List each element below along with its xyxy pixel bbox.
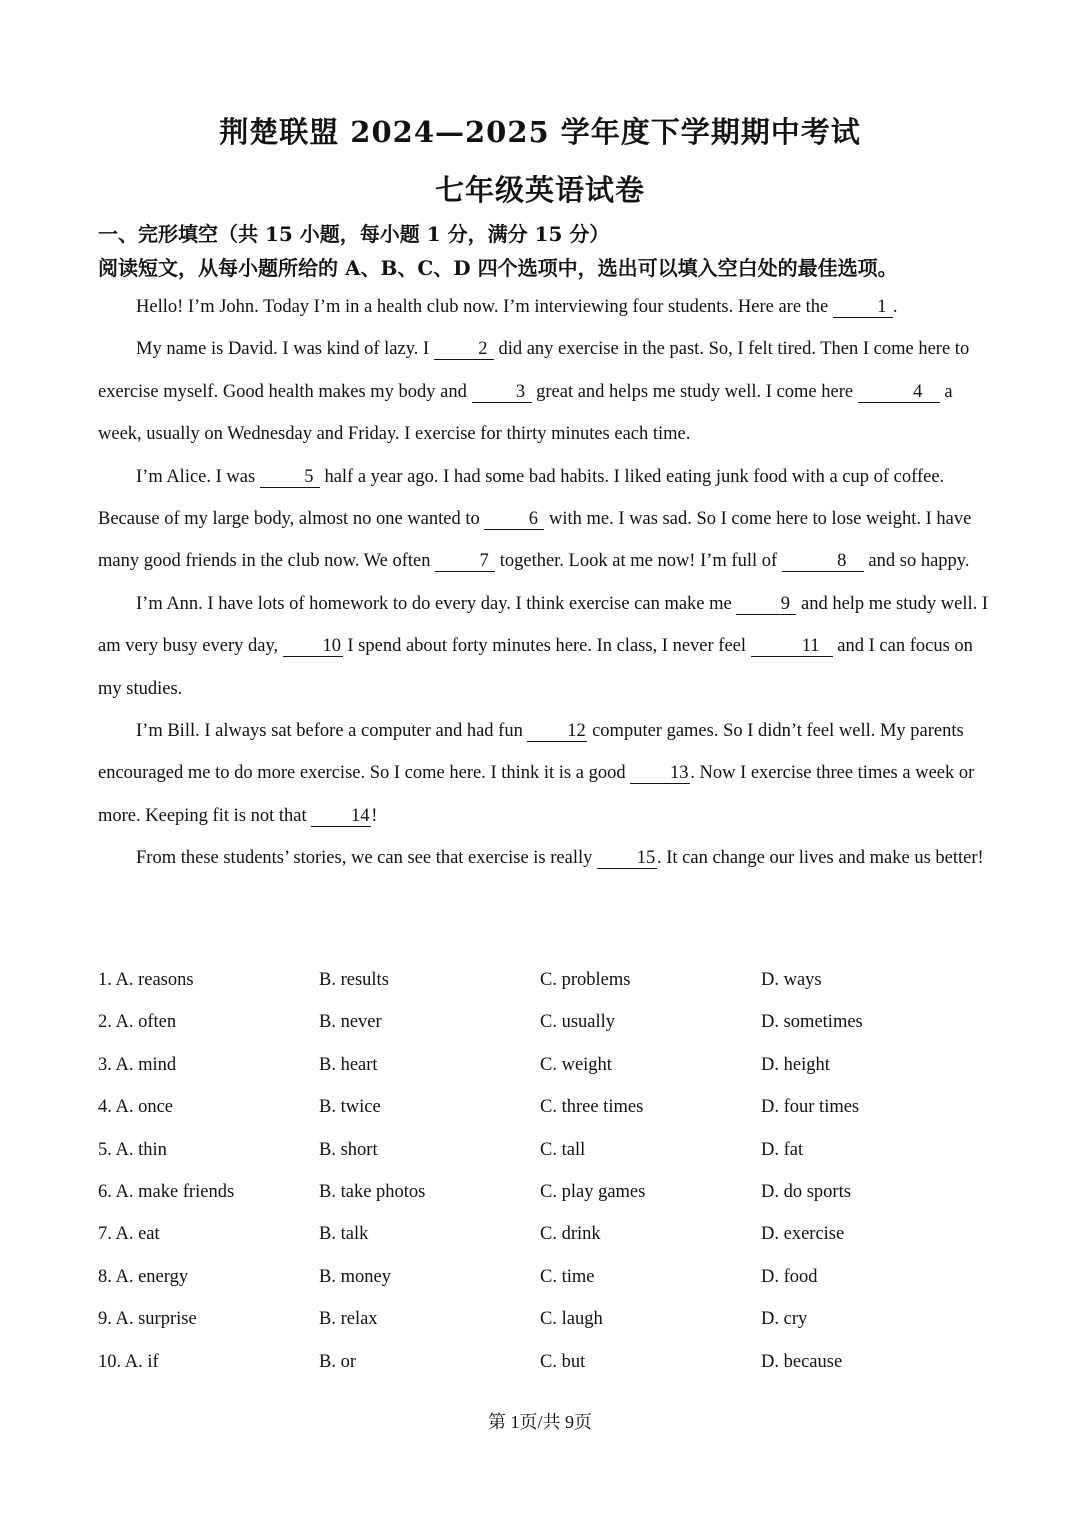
paragraph-david <box>98 328 988 455</box>
option-d: D. height <box>761 1054 830 1075</box>
option-b: B. twice <box>319 1097 381 1118</box>
option-c: C. but <box>540 1351 586 1372</box>
blank-1: 1 <box>833 297 893 318</box>
blank-5: 5 <box>260 467 320 488</box>
option-a: 8. A. energy <box>98 1266 189 1287</box>
option-d: D. fat <box>761 1139 804 1160</box>
passage-text: I’m Alice. I was <box>136 466 260 487</box>
option-a: 3. A. mind <box>98 1054 177 1075</box>
blank-13: 13 <box>630 763 690 784</box>
option-d: D. do sports <box>761 1181 851 1202</box>
option-row <box>98 1045 998 1087</box>
option-c: C. play games <box>540 1181 646 1202</box>
option-a: 9. A. surprise <box>98 1309 197 1330</box>
option-d: D. exercise <box>761 1224 845 1245</box>
passage-text: did any exercise in the past. So, I felt tired. Then I come here to exercise myself. Good health makes my body and <box>98 339 970 402</box>
option-b: B. short <box>319 1139 378 1160</box>
option-b: B. money <box>319 1266 391 1287</box>
blank-2: 2 <box>434 339 494 360</box>
option-c: C. three times <box>540 1097 644 1118</box>
blank-7: 7 <box>435 551 495 572</box>
passage-text: I spend about forty minutes here. In class, I never feel <box>342 636 751 657</box>
option-c: C. laugh <box>540 1309 603 1330</box>
option-b: B. results <box>319 970 389 990</box>
passage-text: My name is David. I was kind of lazy. I <box>136 339 434 360</box>
cloze-passage <box>98 286 988 880</box>
paragraph-conclusion <box>98 837 988 879</box>
option-c: C. drink <box>540 1224 601 1245</box>
option-a: 5. A. thin <box>98 1139 167 1160</box>
passage-text: I’m Ann. I have lots of homework to do every day. I think exercise can make me <box>136 593 737 614</box>
option-c: C. usually <box>540 1012 616 1033</box>
exam-title: 荆楚联盟 2024—2025 学年度下学期期中考试 <box>219 115 861 149</box>
passage-text: . Now I exercise three times a week or more. Keeping fit is not that <box>98 763 975 826</box>
option-c: C. problems <box>540 970 631 990</box>
paragraph-bill <box>98 710 988 837</box>
option-b: B. talk <box>319 1224 369 1245</box>
option-a: 7. A. eat <box>98 1224 160 1245</box>
option-c: C. time <box>540 1266 595 1287</box>
option-b: B. relax <box>319 1309 378 1330</box>
passage-text: . <box>892 297 898 317</box>
option-d: D. ways <box>761 970 822 990</box>
option-a: 6. A. make friends <box>98 1181 235 1202</box>
option-row <box>98 1342 998 1384</box>
option-d: D. because <box>761 1351 843 1372</box>
section-heading: 一、完形填空（共 15 小题，每小题 1 分，满分 15 分） <box>98 222 610 246</box>
passage-text: . It can change our lives and make us better! <box>656 848 984 869</box>
blank-12: 12 <box>527 721 587 742</box>
option-d: D. four times <box>761 1097 860 1118</box>
option-d: D. cry <box>761 1309 808 1330</box>
answer-options <box>98 960 998 1384</box>
option-a: 4. A. once <box>98 1097 174 1118</box>
option-a: 2. A. often <box>98 1012 177 1033</box>
option-row <box>98 1002 998 1044</box>
option-row <box>98 1257 998 1299</box>
passage-text: Hello! I’m John. Today I’m in a health club now. I’m interviewing four students. Here are the <box>136 297 833 317</box>
passage-text: with me. I was sad. So I come here to lose weight. I have many good friends in the club now. We often <box>98 509 972 572</box>
passage-text: I’m Bill. I always sat before a computer and had fun <box>136 721 528 742</box>
blank-11: 11 <box>751 636 833 657</box>
blank-8: 8 <box>782 551 864 572</box>
blank-3: 3 <box>472 382 532 403</box>
passage-text: ! <box>371 805 378 826</box>
paragraph-john <box>98 286 988 328</box>
passage-text: together. Look at me now! I’m full of <box>495 551 782 572</box>
option-b: B. take photos <box>319 1181 426 1202</box>
option-b: B. never <box>319 1012 382 1033</box>
option-c: C. tall <box>540 1139 586 1160</box>
option-a: 10. A. if <box>98 1351 159 1372</box>
option-row <box>98 1214 998 1256</box>
section-instruction: 阅读短文，从每小题所给的 A、B、C、D 四个选项中，选出可以填入空白处的最佳选项。 <box>98 256 898 280</box>
paragraph-ann <box>98 583 988 710</box>
passage-text: computer games. So I didn’t feel well. My parents encouraged me to do more exercise. So I come here. I think it is a good <box>98 721 964 784</box>
blank-9: 9 <box>736 594 796 615</box>
option-d: D. food <box>761 1266 818 1287</box>
paragraph-alice <box>98 456 988 583</box>
exam-subtitle: 七年级英语试卷 <box>434 173 645 207</box>
blank-10: 10 <box>283 636 343 657</box>
option-row <box>98 1172 998 1214</box>
option-b: B. heart <box>319 1054 378 1075</box>
page-number: 第 1页/共 9页 <box>487 1412 592 1432</box>
option-d: D. sometimes <box>761 1012 863 1033</box>
blank-15: 15 <box>597 848 657 869</box>
passage-text: and so happy. <box>863 551 970 572</box>
passage-text: and help me study well. I am very busy every day, <box>98 593 989 657</box>
passage-text: half a year ago. I had some bad habits. I liked eating junk food with a cup of coffee. Because of my large body, almost no one wanted to <box>98 466 945 530</box>
option-row <box>98 1299 998 1341</box>
passage-text: From these students’ stories, we can see that exercise is really <box>136 848 597 869</box>
passage-text: a week, usually on Wednesday and Friday. I exercise for thirty minutes each time. <box>98 381 953 445</box>
blank-6: 6 <box>484 509 544 530</box>
passage-text: and I can focus on my studies. <box>98 636 973 699</box>
option-b: B. or <box>319 1351 356 1372</box>
option-row <box>98 960 998 1002</box>
passage-text: great and helps me study well. I come here <box>531 381 858 402</box>
blank-4: 4 <box>858 382 940 403</box>
option-row <box>98 1130 998 1172</box>
blank-14: 14 <box>311 806 371 827</box>
option-a: 1. A. reasons <box>98 970 194 990</box>
option-row <box>98 1087 998 1129</box>
option-c: C. weight <box>540 1054 612 1075</box>
